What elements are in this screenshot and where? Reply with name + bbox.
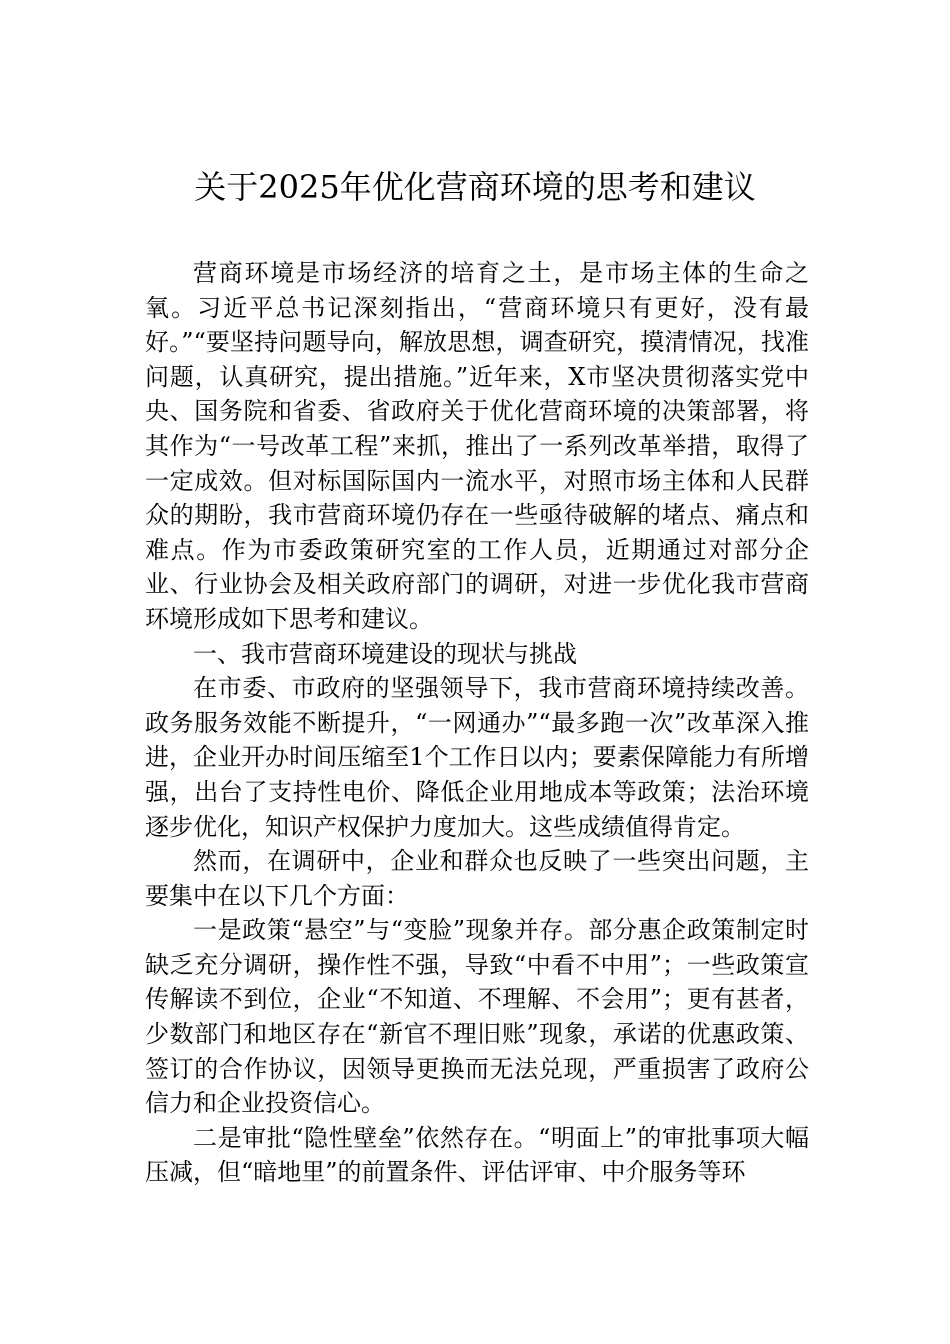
document-title: 关于2025年优化营商环境的思考和建议 — [194, 168, 756, 206]
status-paragraph: 在市委、市政府的坚强领导下，我市营商环境持续改善。政务服务效能不断提升，“一网通办”“最多跑一次”改革深入推进，企业开办时间压缩至1个工作日以内；要素保障能力有所增强，出台了支持性电价、降低企业用地成本等政策；法治环境逐步优化，知识产权保护力度加大。这些成绩值得肯定。 — [145, 674, 809, 841]
problem-2-paragraph: 二是审批“隐性壁垒”依然存在。“明面上”的审批事项大幅压减，但“暗地里”的前置条件、评估评审、中介服务等环 — [145, 1123, 809, 1187]
document-body — [145, 256, 809, 1190]
problem-1-paragraph: 一是政策“悬空”与“变脸”现象并存。部分惠企政策制定时缺乏充分调研，操作性不强，导致“中看不中用”；一些政策宣传解读不到位，企业“不知道、不理解、不会用”；更有甚者，少数部门和地区存在“新官不理旧账”现象，承诺的优惠政策、签订的合作协议，因领导更换而无法兑现，严重损害了政府公信力和企业投资信心。 — [145, 916, 809, 1118]
problems-intro-paragraph: 然而，在调研中，企业和群众也反映了一些突出问题，主要集中在以下几个方面： — [145, 847, 809, 910]
section-heading-1: 一、我市营商环境建设的现状与挑战 — [193, 639, 577, 668]
intro-paragraph: 营商环境是市场经济的培育之土，是市场主体的生命之氧。习近平总书记深刻指出，“营商环境只有更好，没有最好。”“要坚持问题导向，解放思想，调查研究，摸清情况，找准问题，认真研究，提出措施。”近年来，X市坚决贯彻落实党中央、国务院和省委、省政府关于优化营商环境的决策部署，将其作为“一号改革工程”来抓，推出了一系列改革举措，取得了一定成效。但对标国际国内一流水平，对照市场主体和人民群众的期盼，我市营商环境仍存在一些亟待破解的堵点、痛点和难点。作为市委政策研究室的工作人员，近期通过对部分企业、行业协会及相关政府部门的调研，对进一步优化我市营商环境形成如下思考和建议。 — [145, 259, 809, 633]
